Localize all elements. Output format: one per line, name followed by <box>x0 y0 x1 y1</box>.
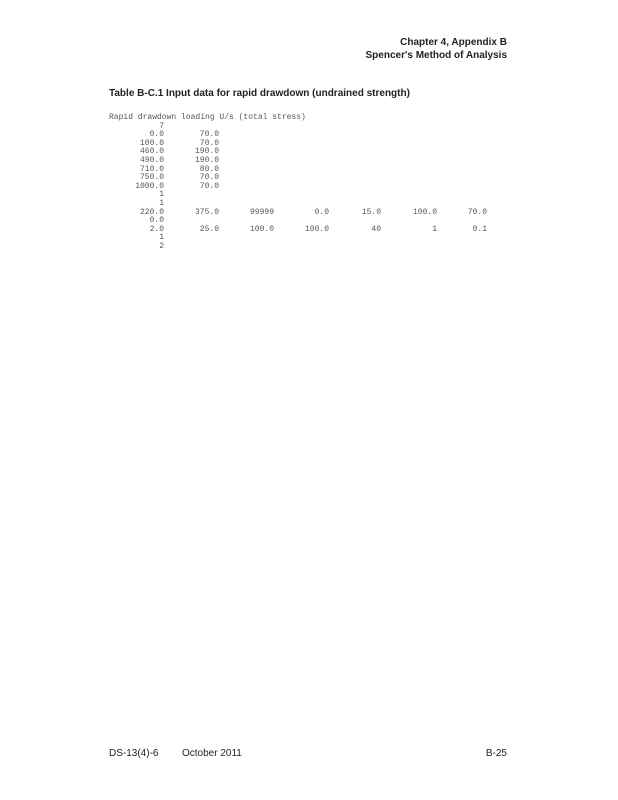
chapter-heading: Chapter 4, Appendix B <box>400 37 507 48</box>
listing-cell: 0.0 <box>149 216 164 226</box>
listing-row <box>109 243 306 252</box>
listing-cell: 80.0 <box>199 164 219 174</box>
listing-cell: 490.0 <box>139 155 164 165</box>
listing-cell: 70.0 <box>199 138 219 148</box>
section-heading: Spencer's Method of Analysis <box>365 50 507 61</box>
listing-cell: 70.0 <box>467 207 487 217</box>
listing-cell: 7 <box>159 121 164 131</box>
listing-cell: 1 <box>159 190 164 200</box>
publication-date: October 2011 <box>182 748 242 759</box>
listing-cell: 70.0 <box>199 181 219 191</box>
listing-cell: 100.0 <box>412 207 437 217</box>
listing-cell: 710.0 <box>139 164 164 174</box>
listing-cell: 375.0 <box>194 207 219 217</box>
listing-cell: 70.0 <box>199 173 219 183</box>
listing-row <box>109 207 487 218</box>
listing-row <box>109 183 306 192</box>
listing-cell: 1 <box>159 198 164 208</box>
listing-cell: 2 <box>159 241 164 251</box>
listing-cell: 40 <box>371 224 381 234</box>
listing-cell: 1000.0 <box>135 181 164 191</box>
listing-cell: 100.0 <box>304 224 329 234</box>
listing-cell: 220.0 <box>139 207 164 217</box>
listing-cell: 0.0 <box>314 207 329 217</box>
input-data-listing <box>109 113 487 252</box>
listing-cell: 0.1 <box>472 224 487 234</box>
listing-cell: 460.0 <box>139 147 164 157</box>
listing-cell: 99999 <box>249 207 274 217</box>
listing-cell: 1 <box>432 224 437 234</box>
page-header <box>366 36 507 62</box>
listing-title: Rapid drawdown loading U/s (total stress) <box>109 113 306 122</box>
listing-cell: 0.0 <box>149 130 164 140</box>
listing-cell: 70.0 <box>199 130 219 140</box>
listing-cell: 750.0 <box>139 173 164 183</box>
page-number: B-25 <box>485 748 507 759</box>
listing-row <box>109 224 487 235</box>
listing-cell: 15.0 <box>361 207 381 217</box>
listing-cell: 1 <box>159 233 164 243</box>
listing-cell: 190.0 <box>194 155 219 165</box>
listing-cell: 100.0 <box>139 138 164 148</box>
document-id: DS-13(4)-6 <box>109 748 159 759</box>
listing-cell: 190.0 <box>194 147 219 157</box>
listing-cell: 100.0 <box>249 224 274 234</box>
listing-row <box>109 191 306 200</box>
listing-cell: 25.0 <box>199 224 219 234</box>
table-caption: Table B-C.1 Input data for rapid drawdown (undrained strength) <box>109 88 410 99</box>
listing-rows <box>109 121 487 252</box>
listing-row <box>109 234 306 243</box>
listing-cell: 2.0 <box>149 224 164 234</box>
